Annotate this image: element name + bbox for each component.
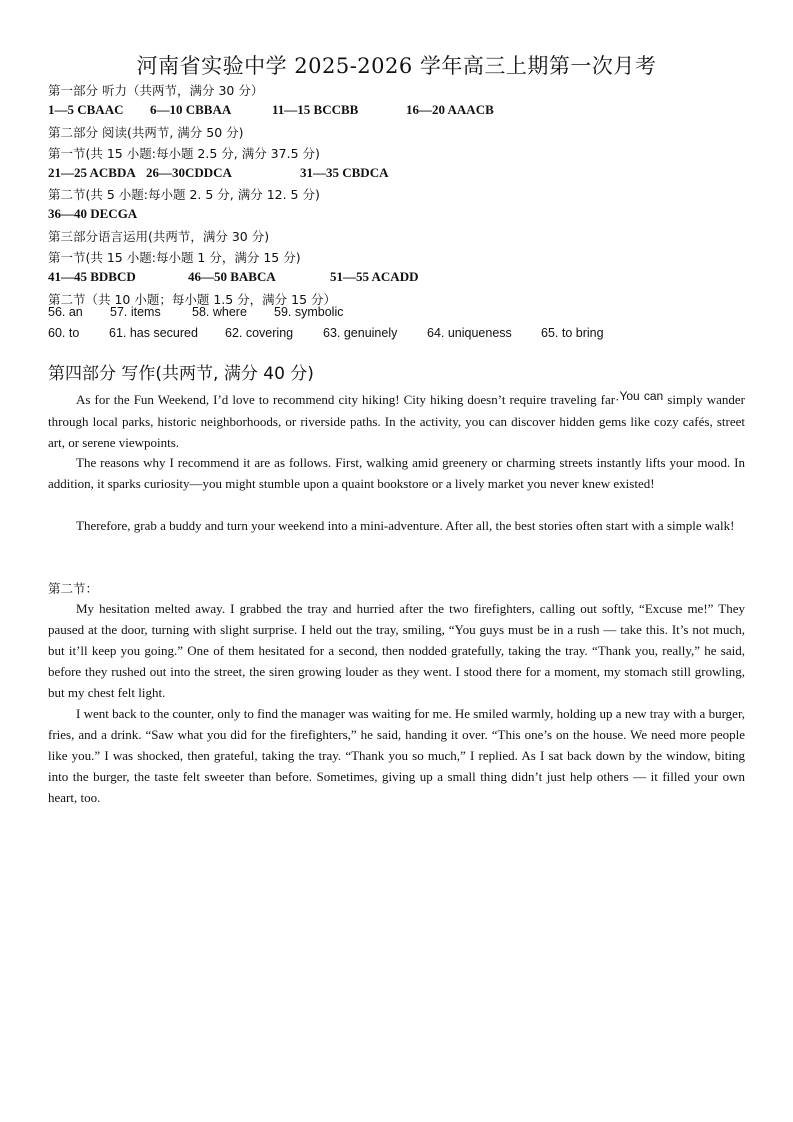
part3-section1-heading: 第一节(共 15 小题:每小题 1 分，满分 15 分) [48,250,301,265]
part3-heading: 第三部分语言运用(共两节，满分 30 分) [48,229,270,244]
answer-group: 36—40 DECGA [48,206,138,221]
fill-answer: 60. to [48,326,80,340]
part4-section2-label: 第二节： [48,581,99,596]
essay1-paragraph-3: Therefore, grab a buddy and turn your weekend into a mini-adventure. After all, the best stories often start with a simple walk! [76,518,735,533]
part2-heading: 第二部分 阅读(共两节, 满分 50 分) [48,125,244,140]
fill-answer: 57. items [110,305,161,319]
answer-group: 11—15 BCCBB [272,102,359,117]
essay1-p1-text-rest: simply wander through local parks, historic neighborhoods, or riverside paths. In the activity, you can discover hidden gems like cozy cafés, street art, or serene viewpoints. [48,392,746,450]
essay1-p1-text: As for the Fun Weekend, I’d love to recommend city hiking! City hiking doesn’t require traveling far· [76,392,620,407]
part1-heading: 第一部分 听力（共两节，满分 30 分） [48,83,264,98]
fill-answer: 61. has secured [109,326,198,340]
essay1-paragraph-2: The reasons why I recommend it are as follows. First, walking amid greenery or charming streets instantly lifts your mood. In addition, it sparks curiosity—you might stumble upon a quaint bookstore or a lively market you never knew existed! [48,455,745,491]
answer-group: 31—35 CBDCA [300,165,389,180]
part2-section1-heading: 第一节(共 15 小题:每小题 2.5 分, 满分 37.5 分) [48,146,320,161]
fill-answer: 65. to bring [541,326,604,340]
essay2-paragraph-1: My hesitation melted away. I grabbed the tray and hurried after the two firefighters, calling out softly, “Excuse me!” They paused at the door, turning with slight surprise. I held out the tray, smiling, “You guys must be in a rush — take this. It’s not much, but it’ll keep you going.” One of them hesitated for a second, then nodded gratefully, taking the tray. “Thank you, really,” he said, before they rushed out into the street, the siren growing louder as they went. I stood there for a moment, my stomach still growling, but my chest felt light. [48,601,745,700]
answer-group: 6—10 CBBAA [150,102,232,117]
essay1-p1-inline: You can [619,389,664,403]
fill-answer: 59. symbolic [274,305,344,319]
part4-heading: 第四部分 写作(共两节, 满分 40 分) [48,364,314,384]
answer-group: 41—45 BDBCD [48,269,136,284]
fill-answer: 56. an [48,305,83,319]
answer-group: 51—55 ACADD [330,269,419,284]
answer-group: 16—20 AAACB [406,102,494,117]
fill-answer: 62. covering [225,326,294,340]
answer-group: 21—25 ACBDA [48,165,136,180]
fill-answer: 63. genuinely [323,326,398,340]
answer-group: 46—50 BABCA [188,269,276,284]
answer-group: 26—30CDDCA [146,165,232,180]
part2-section2-heading: 第二节(共 5 小题:每小题 2. 5 分, 满分 12. 5 分) [48,187,320,202]
answer-group: 1—5 CBAAC [48,102,124,117]
page-title: 河南省实验中学 2025-2026 学年高三上期第一次月考 [136,54,657,78]
fill-answer: 58. where [192,305,247,319]
part3-section2-heading: 第二节（共 10 小题；每小题 1.5 分，满分 15 分） [48,292,337,307]
essay1-paragraph-1 [48,389,745,453]
fill-answer: 64. uniqueness [427,326,512,340]
essay2-paragraph-2: I went back to the counter, only to find the manager was waiting for me. He smiled warmly, holding up a new tray with a burger, fries, and a drink. “Saw what you did for the firefighters,” he said, handing it over. “This one’s on the house. We need more people like you.” I was shocked, then grateful, taking the tray. “Thank you so much,” I replied. As I sat back down by the window, biting into the burger, the taste felt sweeter than before. Sometimes, giving up a small thing didn’t just help others — it filled your own heart, too. [48,706,745,805]
